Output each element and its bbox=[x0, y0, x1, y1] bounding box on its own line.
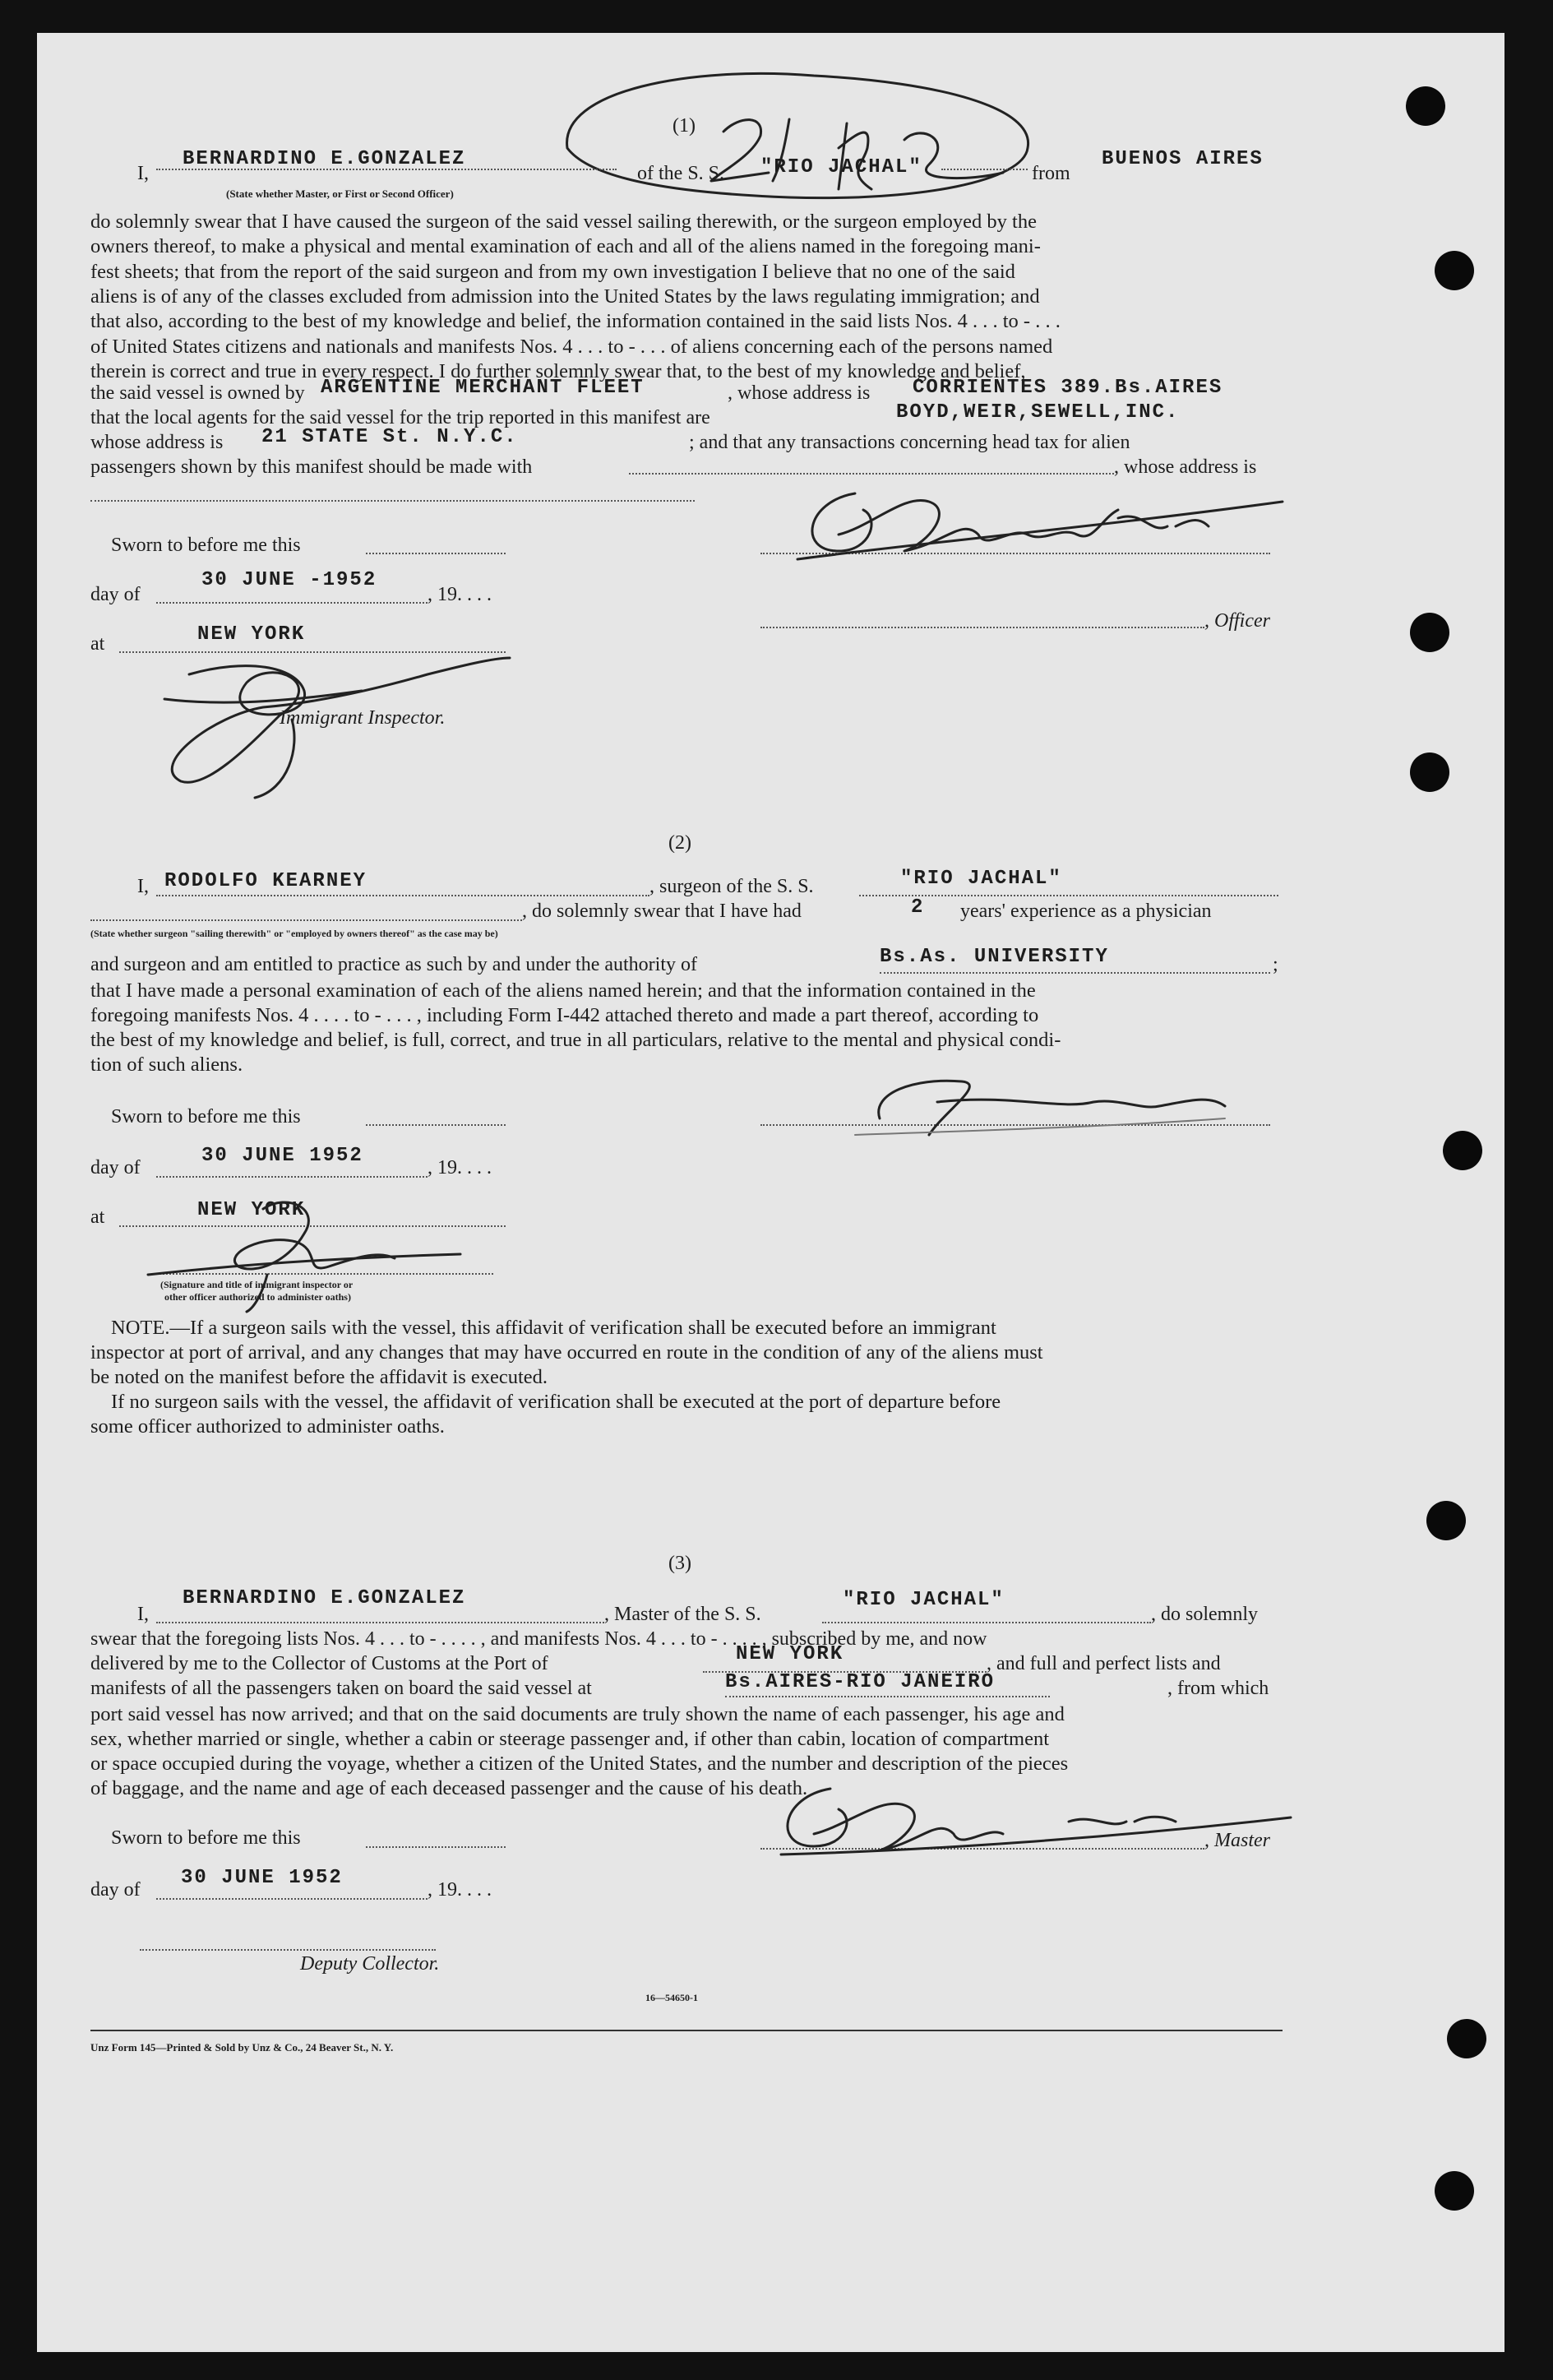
body-line: fest sheets; that from the report of the said surgeon and from my own investigation I believe that no one of the said bbox=[90, 260, 1015, 283]
authority-text: and surgeon and am entitled to practice as such by and under the authority of bbox=[90, 954, 697, 975]
owner-address-label: , whose address is bbox=[728, 382, 871, 404]
master-of-ss: , Master of the S. S. bbox=[604, 1604, 761, 1625]
sworn-label-3: Sworn to before me this bbox=[111, 1827, 301, 1849]
body-line: foregoing manifests Nos. 4 . . . . to - . . . , including Form I-442 attached thereto and made a part thereof, according to bbox=[90, 1004, 1039, 1026]
surgeon-note: (State whether surgeon "sailing therewith" or "employed by owners thereof" as the case may be) bbox=[90, 928, 498, 939]
body-line: the best of my knowledge and belief, is full, correct, and true in all particulars, relative to the mental and physical condi- bbox=[90, 1029, 1061, 1051]
body-line: that I have made a personal examination of each of the aliens named herein; and that the information contained in the bbox=[90, 979, 1036, 1002]
from-label: from bbox=[1032, 163, 1070, 184]
vessel-owner: ARGENTINE MERCHANT FLEET bbox=[321, 377, 645, 399]
surgeon-of-ss: , surgeon of the S. S. bbox=[649, 876, 814, 897]
year-suffix-2: , 19. . . . bbox=[428, 1157, 492, 1178]
form-number: 16—54650-1 bbox=[645, 1992, 698, 2003]
sworn-date-2: 30 JUNE 1952 bbox=[201, 1145, 363, 1167]
body-line: aliens is of any of the classes excluded from admission into the United States by the laws regulating immigration; and bbox=[90, 285, 1040, 308]
passengers-line: passengers shown by this manifest should be made with bbox=[90, 456, 533, 478]
surgeon-signature bbox=[847, 1061, 1233, 1151]
whose-address-end: , whose address is bbox=[1114, 456, 1257, 478]
years-experience: 2 bbox=[911, 896, 925, 919]
sworn-place-1: NEW YORK bbox=[197, 623, 306, 646]
punch-hole bbox=[1443, 1131, 1482, 1170]
body-line: or space occupied during the voyage, whether a citizen of the United States, and the number and description of the pieces bbox=[90, 1753, 1069, 1775]
section-1-number: (1) bbox=[673, 115, 696, 137]
body-line: tion of such aliens. bbox=[90, 1053, 243, 1076]
agents-label: that the local agents for the said vessel for the trip reported in this manifest are bbox=[90, 407, 710, 428]
note-line: If no surgeon sails with the vessel, the affidavit of verification shall be executed at the port of departure before bbox=[111, 1391, 1001, 1413]
punch-hole bbox=[1426, 1501, 1466, 1540]
body-line: that also, according to the best of my knowledge and belief, the information contained in the said lists Nos. 4 . . . to - . . . bbox=[90, 310, 1061, 333]
agents-address-label: whose address is bbox=[90, 432, 224, 453]
years-text: years' experience as a physician bbox=[960, 901, 1212, 922]
do-solemnly: , do solemnly bbox=[1151, 1604, 1258, 1625]
surgeon-name: RODOLFO KEARNEY bbox=[164, 870, 367, 892]
master-name: BERNARDINO E.GONZALEZ bbox=[183, 1587, 466, 1609]
punch-hole bbox=[1406, 86, 1445, 126]
handwritten-circle-mark bbox=[543, 58, 1052, 214]
local-agents: BOYD,WEIR,SEWELL,INC. bbox=[896, 401, 1180, 424]
body-line: do solemnly swear that I have caused the surgeon of the said vessel sailing therewith, or the surgeon employed by the bbox=[90, 211, 1037, 233]
body-line: therein is correct and true in every respect. I do further solemnly swear that, to the best of my knowledge and belief, bbox=[90, 359, 1026, 382]
vessel-name-3: "RIO JACHAL" bbox=[843, 1589, 1005, 1611]
section-3-line-4a: manifests of all the passengers taken on board the said vessel at bbox=[90, 1678, 592, 1699]
sworn-place-2: NEW YORK bbox=[197, 1199, 306, 1221]
sworn-date-1: 30 JUNE -1952 bbox=[201, 569, 377, 591]
body-line: owners thereof, to make a physical and mental examination of each and all of the aliens named in the foregoing mani- bbox=[90, 235, 1041, 258]
of-the-ss: of the S. S. bbox=[637, 163, 725, 184]
day-of-label-2: day of bbox=[90, 1157, 141, 1178]
day-of-label-3: day of bbox=[90, 1879, 141, 1901]
sworn-date-3: 30 JUNE 1952 bbox=[181, 1867, 343, 1889]
footer-imprint: Unz Form 145—Printed & Sold by Unz & Co., 24 Beaver St., N. Y. bbox=[90, 2041, 394, 2054]
immigrant-inspector-label: Immigrant Inspector. bbox=[280, 707, 446, 729]
section-2-intro: I, bbox=[137, 876, 149, 897]
note-line: some officer authorized to administer oaths. bbox=[90, 1415, 445, 1438]
punch-hole bbox=[1410, 752, 1449, 792]
body-line: of baggage, and the name and age of each deceased passenger and the cause of his death. bbox=[90, 1777, 808, 1799]
signature-note-1: (Signature and title of immigrant inspector or bbox=[160, 1279, 354, 1290]
punch-hole bbox=[1435, 251, 1474, 290]
section-3-intro: I, bbox=[137, 1604, 149, 1625]
punch-hole bbox=[1410, 613, 1449, 652]
sworn-label-2: Sworn to before me this bbox=[111, 1106, 301, 1127]
note-line: be noted on the manifest before the affidavit is executed. bbox=[90, 1366, 548, 1388]
owned-by-label: the said vessel is owned by bbox=[90, 382, 305, 404]
section-1-intro: I, bbox=[137, 163, 149, 184]
footer-rule bbox=[90, 2030, 1283, 2031]
inspector-signature-1 bbox=[115, 625, 518, 806]
section-2-number: (2) bbox=[668, 832, 691, 854]
authority: Bs.As. UNIVERSITY bbox=[880, 946, 1109, 968]
deputy-collector-label: Deputy Collector. bbox=[300, 1953, 440, 1975]
head-tax-text: ; and that any transactions concerning head tax for alien bbox=[689, 432, 1130, 453]
inspector-signature-2 bbox=[132, 1184, 477, 1316]
signature-note-2: other officer authorized to administer oaths) bbox=[164, 1291, 351, 1303]
body-line: sex, whether married or single, whether a cabin or steerage passenger and, if other than cabin, location of compartment bbox=[90, 1728, 1050, 1750]
body-line: of United States citizens and nationals and manifests Nos. 4 . . . to - . . . of aliens concerning each of the persons named bbox=[90, 335, 1053, 358]
port-from: BUENOS AIRES bbox=[1102, 148, 1264, 170]
section-3-number: (3) bbox=[668, 1553, 691, 1574]
port-of-arrival: NEW YORK bbox=[736, 1643, 844, 1665]
master-signature-2 bbox=[765, 1772, 1307, 1871]
body-line: port said vessel has now arrived; and that on the said documents are truly shown the name of each passenger, his age and bbox=[90, 1703, 1065, 1725]
punch-hole bbox=[1435, 2171, 1474, 2211]
day-of-label-1: day of bbox=[90, 584, 141, 605]
owner-address: CORRIENTES 389.Bs.AIRES bbox=[913, 377, 1223, 399]
master-label: , Master bbox=[1204, 1830, 1270, 1851]
vessel-name-2: "RIO JACHAL" bbox=[900, 868, 1062, 890]
section-3-line-3a: delivered by me to the Collector of Customs at the Port of bbox=[90, 1653, 548, 1674]
ports-of-call: Bs.AIRES-RIO JANEIRO bbox=[725, 1671, 996, 1693]
agents-address: 21 STATE St. N.Y.C. bbox=[261, 426, 518, 448]
officer-label: , Officer bbox=[1204, 610, 1270, 632]
section-3-line-3b: , and full and perfect lists and bbox=[987, 1653, 1221, 1674]
section-3-line-4b: , from which bbox=[1167, 1678, 1269, 1699]
officer-note: (State whether Master, or First or Second Officer) bbox=[226, 188, 454, 200]
section-3-line-2: swear that the foregoing lists Nos. 4 . . . to - . . . . , and manifests Nos. 4 . . . to - . . . . , subscribed by me, and now bbox=[90, 1628, 987, 1650]
at-label-1: at bbox=[90, 633, 105, 655]
year-suffix-3: , 19. . . . bbox=[428, 1879, 492, 1901]
year-suffix-1: , 19. . . . bbox=[428, 584, 492, 605]
sworn-label-1: Sworn to before me this bbox=[111, 535, 301, 556]
note-line: NOTE.—If a surgeon sails with the vessel, this affidavit of verification shall be executed before an immigrant bbox=[111, 1317, 996, 1339]
punch-hole bbox=[1447, 2019, 1486, 2058]
note-line: inspector at port of arrival, and any changes that may have occurred en route in the condition of any of the aliens must bbox=[90, 1341, 1043, 1364]
swear-text: , do solemnly swear that I have had bbox=[522, 901, 802, 922]
vessel-name-1: "RIO JACHAL" bbox=[760, 156, 922, 178]
master-signature-1 bbox=[789, 461, 1291, 576]
officer-name: BERNARDINO E.GONZALEZ bbox=[183, 148, 466, 170]
at-label-2: at bbox=[90, 1206, 105, 1228]
